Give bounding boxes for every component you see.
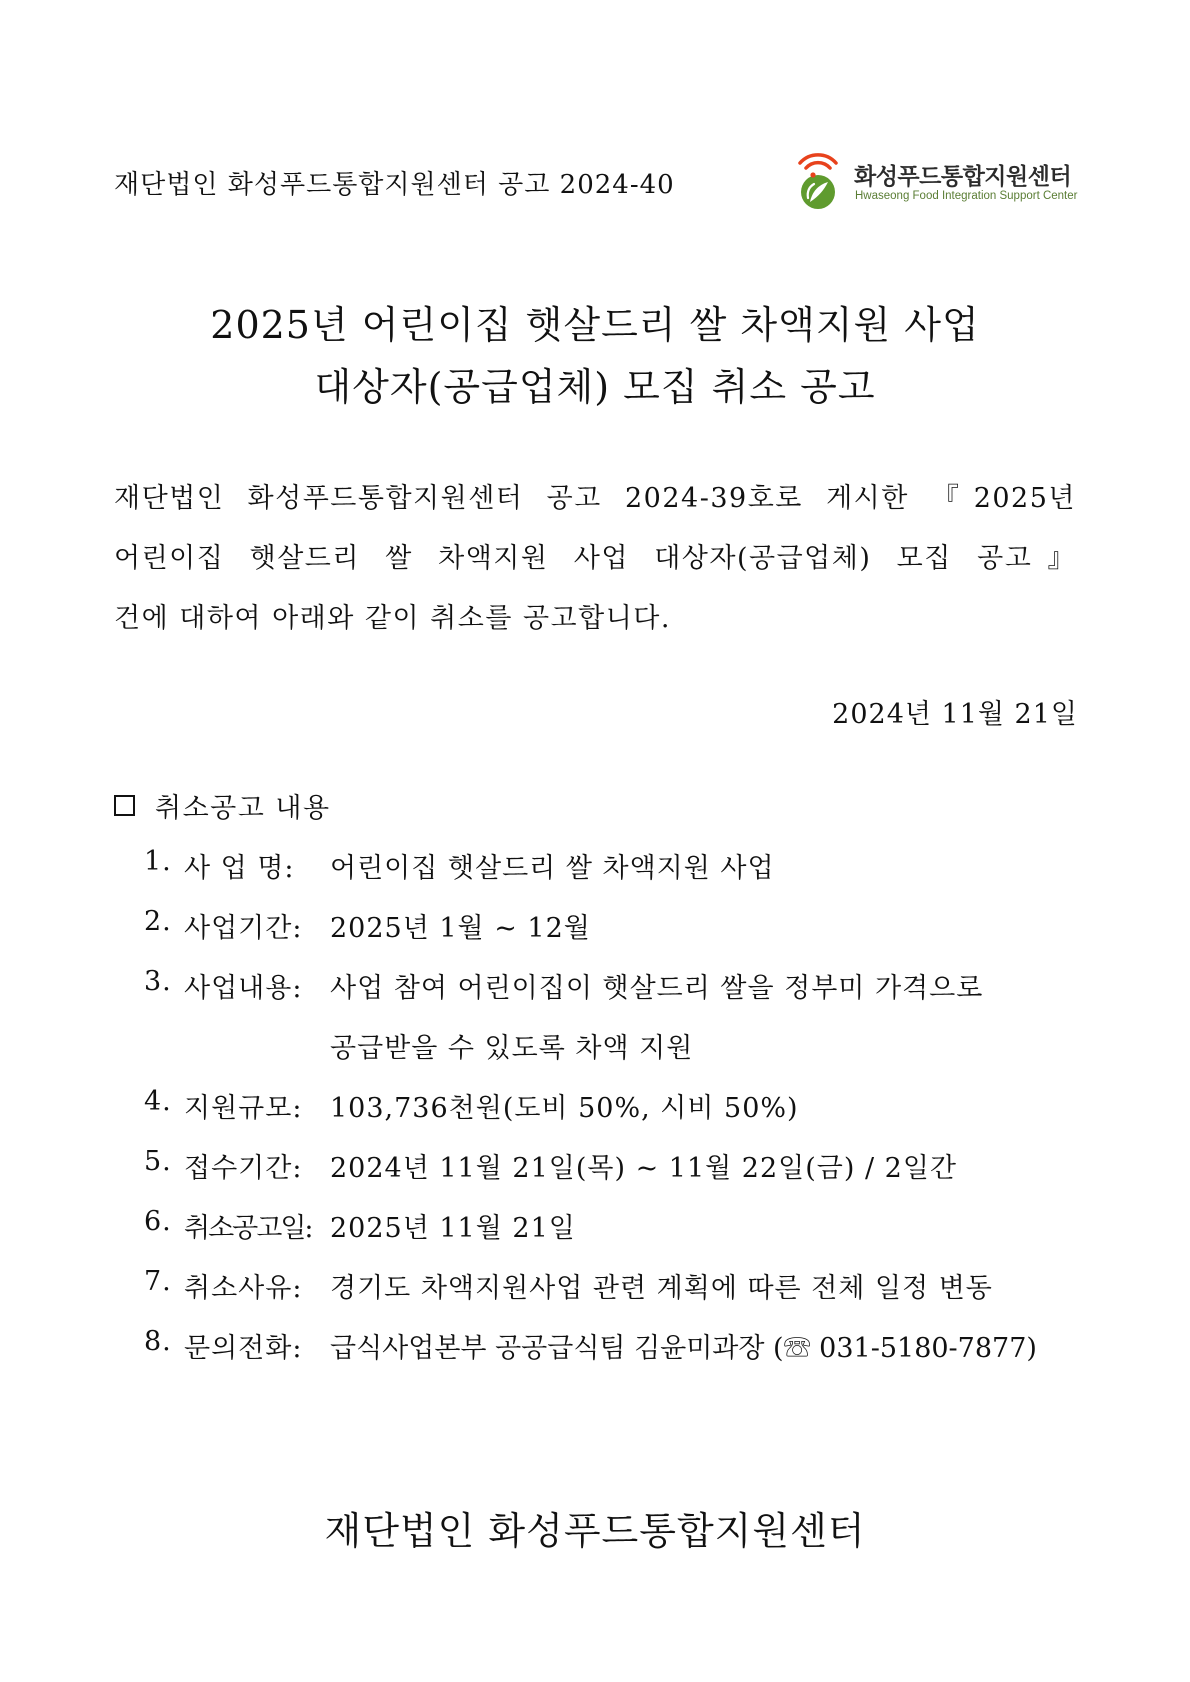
item-number: 1.: [144, 846, 172, 877]
notice-number: 재단법인 화성푸드통합지원센터 공고 2024-40: [114, 170, 675, 200]
item-value: 경기도 차액지원사업 관련 계획에 따른 전체 일정 변동: [330, 1273, 993, 1304]
item-value-continued: 공급받을 수 있도록 차액 지원: [330, 1033, 694, 1064]
list-item: [144, 1326, 1037, 1365]
item-value: 2025년 11월 21일: [330, 1213, 576, 1244]
item-number: 4.: [144, 1086, 172, 1117]
document-title-line-2: 대상자(공급업체) 모집 취소 공고: [314, 365, 876, 409]
item-value: 어린이집 햇살드리 쌀 차액지원 사업: [330, 853, 775, 884]
item-value: 2025년 1월 ~ 12월: [330, 913, 591, 944]
item-value: 급식사업본부 공공급식팀 김윤미과장 (☏ 031-5180-7877): [330, 1333, 1037, 1364]
list-item: [144, 1146, 957, 1185]
document-title-line-1: 2025년 어린이집 햇살드리 쌀 차액지원 사업: [210, 303, 980, 347]
list-item: [144, 906, 591, 945]
body-paragraph-line-2: 어린이집 햇살드리 쌀 차액지원 사업 대상자(공급업체) 모집 공고』: [114, 543, 1076, 574]
item-label: 지원규모:: [184, 1093, 303, 1124]
organization-logo: [788, 152, 1088, 212]
item-number: 8.: [144, 1326, 172, 1357]
item-label: 사업내용:: [184, 973, 303, 1004]
item-number: 7.: [144, 1266, 172, 1297]
logo-emblem-icon: [788, 152, 848, 212]
item-label: 사 업 명:: [184, 853, 295, 884]
issuing-organization: 재단법인 화성푸드통합지원센터: [324, 1509, 866, 1553]
logo-name: 화성푸드통합지원센터: [854, 164, 1072, 190]
item-label: 문의전화:: [184, 1333, 303, 1364]
item-label: 취소공고일:: [184, 1213, 312, 1244]
list-item: [144, 1086, 799, 1125]
item-number: 6.: [144, 1206, 172, 1237]
list-item: [144, 846, 775, 885]
list-item: [144, 966, 983, 1005]
item-number: 2.: [144, 906, 172, 937]
list-item: [144, 1206, 576, 1245]
section-heading: [114, 786, 331, 825]
body-paragraph-line-3: 건에 대하여 아래와 같이 취소를 공고합니다.: [114, 603, 671, 634]
item-number: 3.: [144, 966, 172, 997]
item-number: 5.: [144, 1146, 172, 1177]
item-label: 접수기간:: [184, 1153, 303, 1184]
announcement-date: 2024년 11월 21일: [832, 699, 1078, 730]
item-value: 103,736천원(도비 50%, 시비 50%): [330, 1093, 799, 1124]
item-value: 2024년 11월 21일(목) ~ 11월 22일(금) / 2일간: [330, 1153, 957, 1184]
checkbox-square-icon: [114, 795, 135, 816]
section-heading-text: 취소공고 내용: [155, 793, 331, 824]
item-label: 사업기간:: [184, 913, 303, 944]
logo-subtitle: Hwaseong Food Integration Support Center: [855, 190, 1078, 202]
item-label: 취소사유:: [184, 1273, 303, 1304]
body-paragraph-line-1: 재단법인 화성푸드통합지원센터 공고 2024-39호로 게시한 『2025년: [114, 483, 1076, 514]
item-value: 사업 참여 어린이집이 햇살드리 쌀을 정부미 가격으로: [330, 973, 984, 1004]
list-item: [144, 1266, 993, 1305]
